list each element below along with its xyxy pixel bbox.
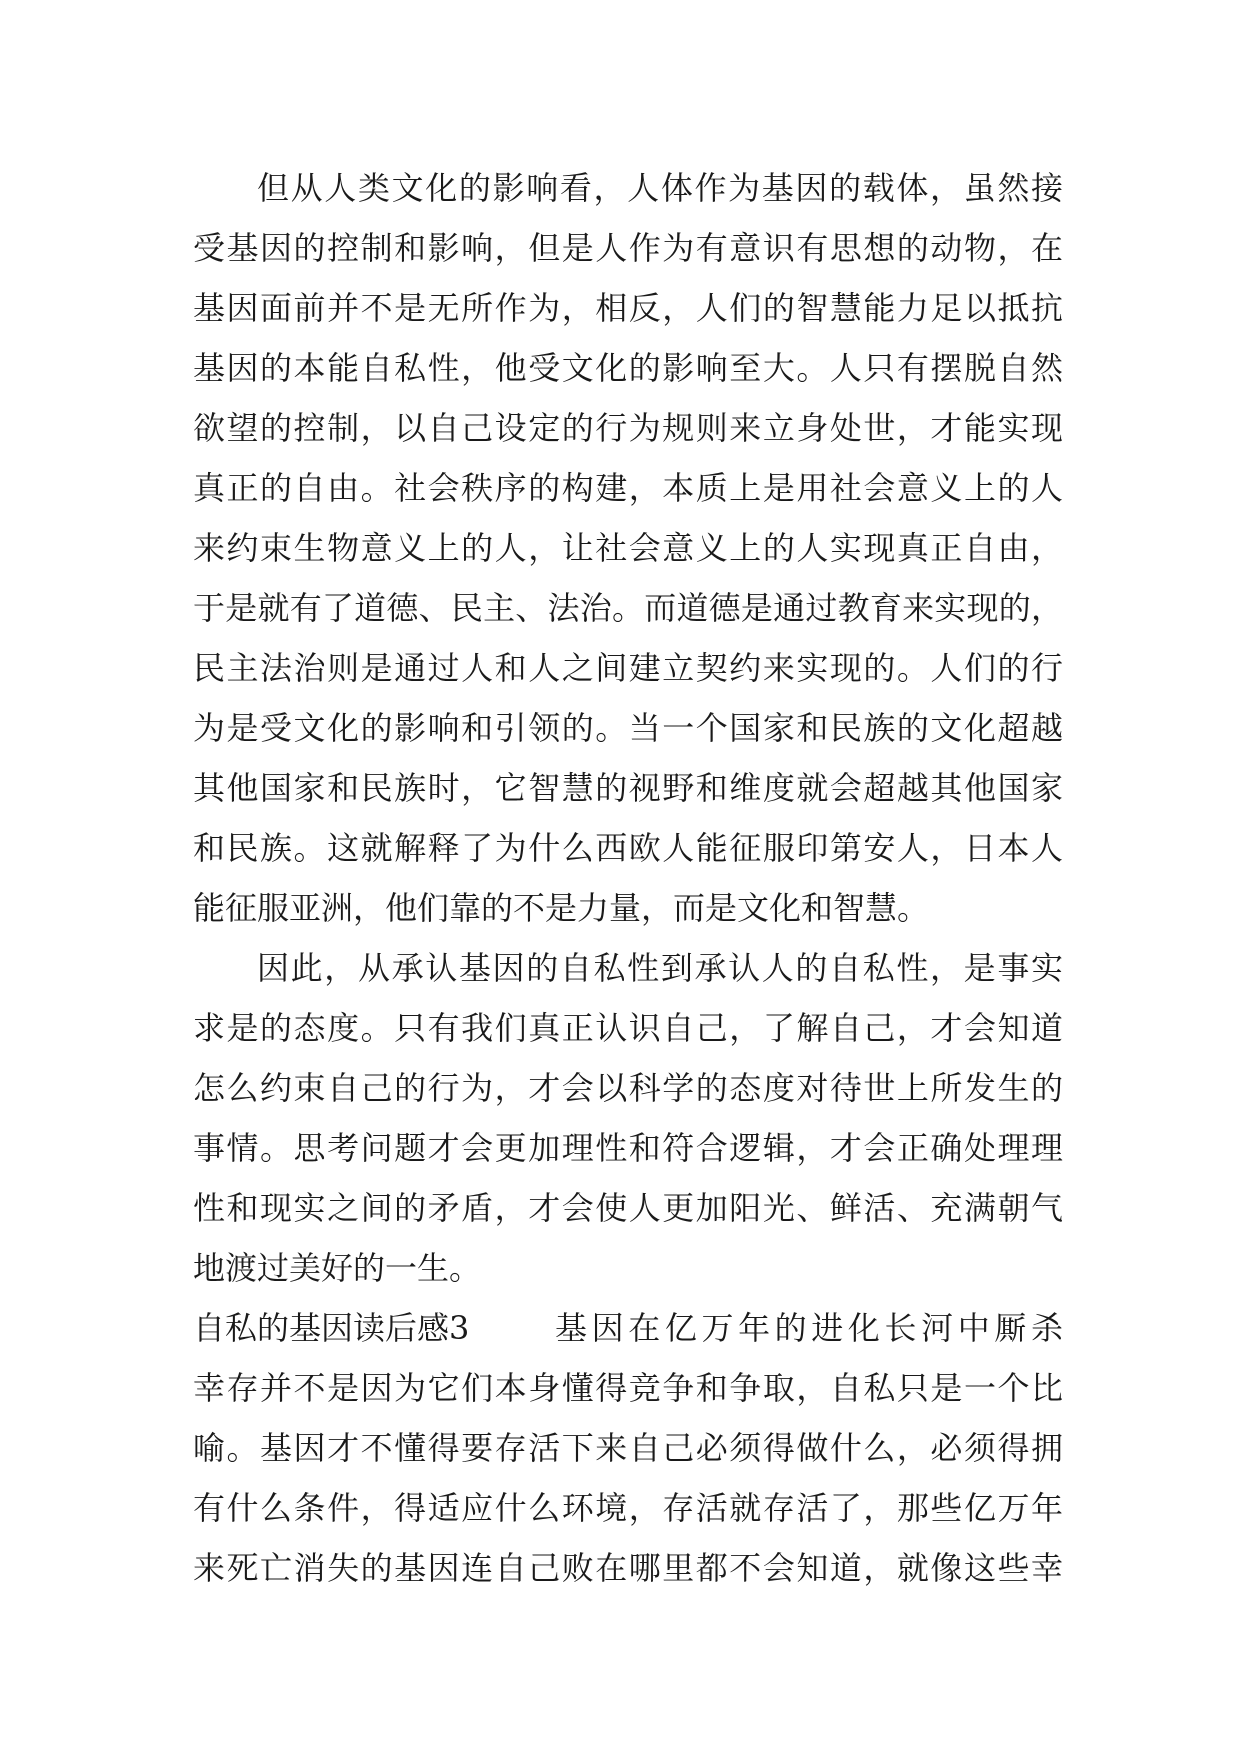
- paragraph-1-line: 其他国家和民族时，它智慧的视野和维度就会超越其他国家: [193, 769, 1063, 807]
- paragraph-2-line: 事情。思考问题才会更加理性和符合逻辑，才会正确处理理: [193, 1129, 1063, 1167]
- document-body: [193, 158, 1063, 1598]
- paragraph-1-line: 但从人类文化的影响看，人体作为基因的载体，虽然接: [257, 169, 1063, 207]
- paragraph-1-line: 基因的本能自私性，他受文化的影响至大。人只有摆脱自然: [193, 349, 1063, 387]
- section-3-first-line: [193, 1298, 1063, 1358]
- paragraph-1-line: 基因面前并不是无所作为，相反，人们的智慧能力足以抵抗: [193, 289, 1063, 327]
- paragraph-1-line: 和民族。这就解释了为什么西欧人能征服印第安人，日本人: [193, 829, 1063, 867]
- section-3-title: 自私的基因读后感3: [193, 1309, 470, 1347]
- paragraph-1-line: 真正的自由。社会秩序的构建，本质上是用社会意义上的人: [193, 469, 1063, 507]
- paragraph-1-line: 来约束生物意义上的人，让社会意义上的人实现真正自由，: [193, 529, 1063, 567]
- paragraph-1-line: 于是就有了道德、民主、法治。而道德是通过教育来实现的，: [193, 589, 1063, 627]
- paragraph-1-line: 欲望的控制，以自己设定的行为规则来立身处世，才能实现: [193, 409, 1063, 447]
- paragraph-2-line: 性和现实之间的矛盾，才会使人更加阳光、鲜活、充满朝气: [193, 1189, 1063, 1227]
- section-3-line: 幸存并不是因为它们本身懂得竞争和争取，自私只是一个比: [193, 1369, 1063, 1407]
- paragraph-1-line: 受基因的控制和影响，但是人作为有意识有思想的动物，在: [193, 229, 1063, 267]
- section-3-line: 喻。基因才不懂得要存活下来自己必须得做什么，必须得拥: [193, 1429, 1063, 1467]
- paragraph-2-line: 因此，从承认基因的自私性到承认人的自私性，是事实: [257, 949, 1063, 987]
- section-3-first-line-text: 基因在亿万年的进化长河中厮杀: [555, 1309, 1063, 1347]
- section-3-line: 来死亡消失的基因连自己败在哪里都不会知道，就像这些幸: [193, 1549, 1063, 1587]
- section-3-line: 有什么条件，得适应什么环境，存活就存活了，那些亿万年: [193, 1489, 1063, 1527]
- paragraph-1-line: 为是受文化的影响和引领的。当一个国家和民族的文化超越: [193, 709, 1063, 747]
- paragraph-2-line: 怎么约束自己的行为，才会以科学的态度对待世上所发生的: [193, 1069, 1063, 1107]
- paragraph-1-line: 能征服亚洲，他们靠的不是力量，而是文化和智慧。: [193, 889, 930, 927]
- paragraph-1-line: 民主法治则是通过人和人之间建立契约来实现的。人们的行: [193, 649, 1063, 687]
- paragraph-2-line: 求是的态度。只有我们真正认识自己，了解自己，才会知道: [193, 1009, 1063, 1047]
- paragraph-2-line: 地渡过美好的一生。: [193, 1249, 482, 1287]
